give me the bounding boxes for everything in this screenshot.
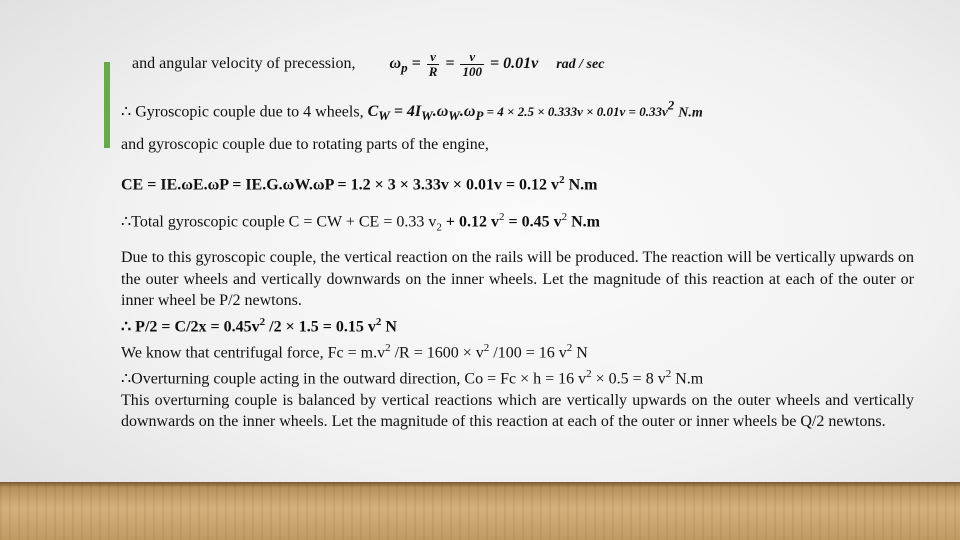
balance-paragraph: This overturning couple is balanced by vertical reactions which are vertically upwards on the outer wheels and vertically downwards on the inner wheels. Let the magnitude of this reaction at each of the outer or inner wheels be Q/2 newtons. <box>121 391 914 431</box>
precession-result: = 0.01v <box>489 55 539 73</box>
total-couple-equation: ∴Total gyroscopic couple C = CW + CE = 0.33 $v_2 + 0.12$ $v^2 = 0.45$ $v^2$ N.m <box>121 211 600 234</box>
wheels-couple-equation: $C_W = 4I_W.\omega_W.\omega_P = 4 \times 2.5 \times 0.333v \times 0.01v = 0.33v^2$ <box>367 98 675 124</box>
wheels-couple-line <box>121 96 703 127</box>
precession-unit: rad / sec <box>556 57 605 73</box>
wood-floor-decoration <box>0 482 960 540</box>
accent-bar <box>104 62 110 148</box>
overturning-couple-line: ∴Overturning couple acting in the outward direction, Co = Fc × h = 16 $v^2 \times 0.5 = 8$ $v^2$ N.m <box>121 367 704 387</box>
explanation-block <box>121 247 914 433</box>
therefore-symbol: ∴ <box>121 103 132 121</box>
wheels-couple-unit: N.m <box>678 105 703 121</box>
reaction-paragraph: Due to this gyroscopic couple, the vertical reaction on the rails will be produced. The reaction will be vertically upwards on the outer wheels and vertically downwards on the inner wheels. Let the magnitude of this reaction at each of the outer or inner wheel be P/2 newtons. <box>121 249 914 310</box>
centrifugal-force-line: We know that centrifugal force, $Fc = m.v^2$ $/R = 1600 \times v^2$ /100 = 16 $v^2$ N <box>121 341 588 362</box>
precession-line: and angular velocity of precession, $\omega_p$ = $\frac{v}{R}$ = $\frac{v}{100}$ = 0.01v rad / sec <box>132 49 605 79</box>
wheels-couple-text: Gyroscopic couple due to 4 wheels, <box>135 103 364 121</box>
p-over-2-equation: ∴ $P/2 = C/2x = 0.45v^2$ /2 × 1.5 = 0.15 $v^2$ N <box>121 315 397 336</box>
frac-v-over-R: $\frac{v}{R}$ <box>428 49 438 79</box>
frac-v-over-100: $\frac{v}{100}$ <box>462 49 482 79</box>
precession-text: and angular velocity of precession, <box>132 55 356 73</box>
engine-couple-intro: and gyroscopic couple due to rotating parts of the engine, <box>121 136 489 153</box>
engine-couple-equation: CE = IE.ωE.ωP = IE.G.ωW.ωP = 1.2 × 3 × 3.33v × 0.01v = 0.12 $v^2$ N.m <box>121 174 598 194</box>
precession-omega: $\omega_p$ = <box>389 55 421 76</box>
